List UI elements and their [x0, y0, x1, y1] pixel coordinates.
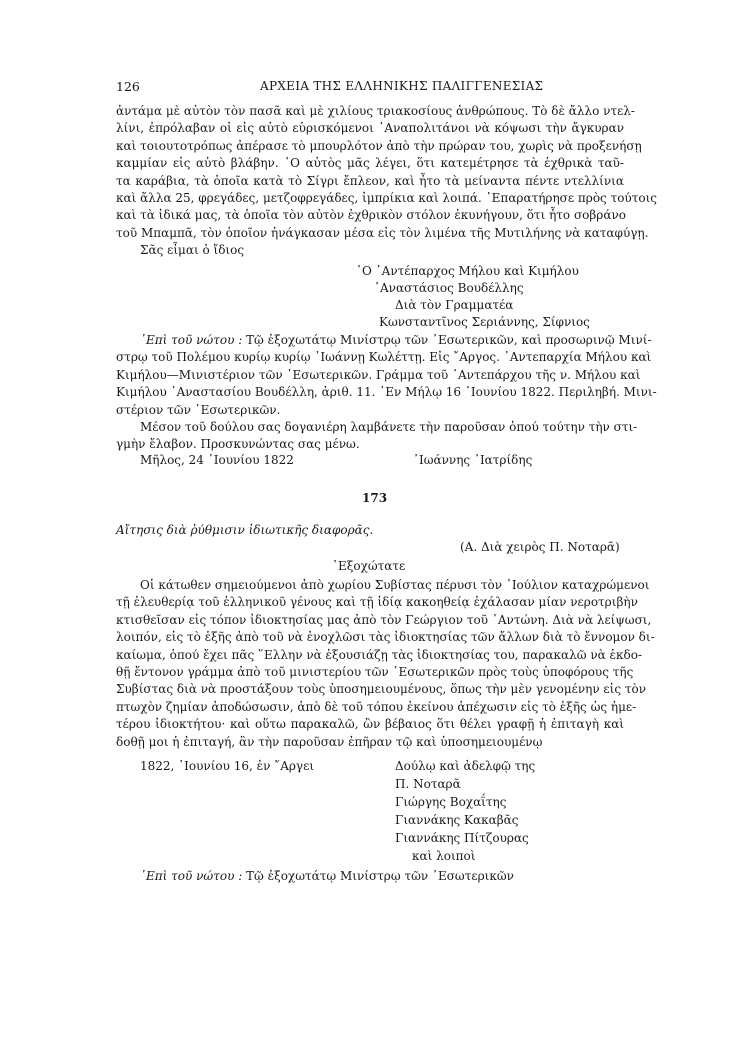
- body-line: Οἱ κάτωθεν σημειούμενοι ἀπὸ χωρίου Συβίστας πέρυσι τὸν ᾿Ιούλιον καταχρώμενοι: [140, 578, 650, 592]
- letter-173-signature-line: Γιώργης Βοχαΐτης: [395, 795, 507, 809]
- verso-label: ᾿Επὶ τοῦ νώτου :: [140, 333, 243, 347]
- letter-172-signature-title: ῾Ο ᾿Αντέπαρχος Μήλου καὶ Κιμήλου: [356, 264, 579, 278]
- body-line: δοθῇ μοι ἡ ἐπιταγή, ἂν τὴν παροῦσαν ἐπῆραν τῷ καὶ ὑποσημειουμένῳ: [116, 734, 543, 749]
- body-line: Συβίστας διὰ νὰ προστάξουν τοὺς ὑποσημειουμένους, ὅπως τὴν μὲν γενομένην εἰς τὸν: [116, 682, 647, 697]
- body-line: καὶ τοιουτοτρόπως ἀπέρασε τὸ μπουρλότον ἀπὸ τὴν πρώραν του, χωρὶς νὰ προξενήσῃ: [116, 138, 642, 153]
- running-title: ΑΡΧΕΙΑ ΤΗΣ ΕΛΛΗΝΙΚΗΣ ΠΑΛΙΓΓΕΝΕΣΙΑΣ: [260, 79, 544, 93]
- body-line: κτισθεῖσαν εἰς τόπον ἰδιοκτησίας μας ἀπὸ τὸν Γεώργιον τοῦ ᾿Αντώνη. Διὰ νὰ λείψωσι,: [116, 612, 652, 627]
- body-line: λίνι, ἐπρόλαβαν οἱ εἰς αὐτὸ εὑρισκόμενοι ᾿Αναπολιτάνοι νὰ κόψωσι τὴν ἄγκυραν: [116, 121, 624, 136]
- verso-text: Τῷ ἐξοχωτάτῳ Μινίστρῳ τῶν ᾿Εσωτερικῶν: [242, 869, 514, 883]
- letter-172-place-date: Μῆλος, 24 ᾿Ιουνίου 1822: [140, 453, 294, 467]
- letter-173-place-date: 1822, ᾿Ιουνίου 16, ἐν ῎Αργει: [140, 759, 315, 773]
- note-line: γμὴν ἔλαβον. Προσκυνώντας σας μένω.: [116, 437, 360, 452]
- letter-172-signer-name: ᾿Αναστάσιος Βουδέλλης: [374, 281, 524, 295]
- verso-line: Κιμήλου ᾿Αναστασίου Βουδέλλη, ἀριθ. 11. ᾿Εν Μήλῳ 16 ᾿Ιουνίου 1822. Περιληβή. Μινι-: [116, 385, 657, 400]
- document-subject: Αἴτησις διὰ ῥύθμισιν ἰδιωτικῆς διαφορᾶς.: [116, 523, 374, 537]
- body-line: πτωχὸν ζημίαν ἀποδώσωσιν, ἀπὸ δὲ τοῦ τόπου ἐκείνου ἀπέχωσιν εἰς τὸ ἑξῆς ὡς ἡμε-: [116, 699, 637, 714]
- body-line: θῇ ἔντονον γράμμα ἀπὸ τοῦ μινιστερίου τῶν ᾿Εσωτερικῶν πρὸς τοὺς ὑποφόρους τῆς: [116, 665, 634, 680]
- letter-173-verso: [140, 868, 514, 885]
- verso-line: [116, 332, 652, 349]
- letter-173-signature-line: Π. Νοταρᾶ: [395, 777, 461, 791]
- verso-label: ᾿Επὶ τοῦ νώτου :: [140, 869, 243, 883]
- body-line: τῇ ἐλευθερίᾳ τοῦ ἑλληνικοῦ γένους καὶ τῇ ἰδίᾳ κακοηθείᾳ ἐχάλασαν μίαν νεροτριβὴν: [116, 595, 638, 610]
- note-line: Μέσον τοῦ δούλου σας δογανιέρη λαμβάνετε τὴν παροῦσαν ὁπού τούτην τὴν στι-: [140, 420, 638, 435]
- body-line: καὶ ἄλλα 25, φρεγάδες, μετζοφρεγάδες, ἰμπρίκια καὶ λοιπά. ᾿Επαρατήρησε πρὸς τούτοις: [116, 191, 658, 206]
- letter-172-secretary-label: Διὰ τὸν Γραμματέα: [395, 298, 514, 312]
- letter-173-body: [116, 577, 655, 751]
- verso-line: στρῳ τοῦ Πολέμου κυρίῳ κυρίῳ ᾿Ιωάννῃ Κωλέττῃ. Εἰς ῎Αργος. ᾿Αντεπαρχία Μήλου καὶ: [116, 350, 652, 365]
- letter-172-note-signer: ᾿Ιωάννης ᾿Ιατρίδης: [413, 453, 533, 467]
- verso-line: Κιμήλου—Μινιστέριον τῶν ᾿Εσωτερικῶν. Γράμμα τοῦ ᾿Αντεπάρχου τῆς ν. Μήλου καὶ: [116, 367, 641, 382]
- body-line: λοιπόν, εἰς τὸ ἑξῆς ἀπὸ τοῦ νὰ ἐνοχλῶσι τὰς ἰδιοκτησίας τῶν ἄλλων διὰ τὸ ἔννομον δι-: [116, 630, 655, 645]
- letter-172-verso: [116, 332, 657, 454]
- letter-173-signature-line: Δούλῳ καὶ ἀδελφῷ της: [395, 759, 536, 773]
- closing-formula: Σᾶς εἶμαι ὁ ἴδιος: [140, 243, 245, 258]
- body-line: τοῦ Μπαμπᾶ, τὸν ὁποῖον ἠνάγκασαν μέσα εἰς τὸν λιμένα τῆς Μυτιλήνης νὰ καταφύγῃ.: [116, 225, 649, 240]
- letter-173-signature-line: Γιαννάκης Κακαβᾶς: [395, 813, 519, 827]
- salutation: ᾿Εξοχώτατε: [332, 559, 406, 573]
- body-line: καίωμα, ὁπού ἔχει πᾶς ῞Ελλην νὰ ἐξουσιάζῃ τὰς ἰδιοκτησίας του, παρακαλῶ νὰ ἐκδο-: [116, 647, 643, 662]
- letter-173-signature-line: Γιαννάκης Πίτζουρας: [395, 831, 529, 845]
- letter-172-body: [116, 103, 658, 260]
- body-line: τέρου ἰδιοκτήτου· καὶ οὕτω παρακαλῶ, ὢν βέβαιος ὅτι θέλει γραφῇ ἡ ἐπιταγὴ καὶ: [116, 717, 624, 732]
- body-line: τα καράβια, τὰ ὁποῖα κατὰ τὸ Σίγρι ἔπλεον, καὶ ἦτο τὰ μείναντα πέντε ντελλίνια: [116, 173, 624, 188]
- letter-172-secretary-name: Κωνσταντῖνος Σεριάννης, Σίφνιος: [379, 315, 590, 329]
- body-line: καὶ τὰ ἰδικά μας, τὰ ὁποῖα τὸν αὐτὸν ἐχθρικὸν στόλον ἐκυνήγουν, ὅτι ἦτο σοβράνο: [116, 208, 626, 223]
- body-line: καμμίαν εἰς αὐτὸ βλάβην. ῾Ο αὐτὸς μᾶς λέγει, ὅτι κατεμέτρησε τὰ ἐχθρικὰ ταῦ-: [116, 156, 624, 171]
- verso-text: Τῷ ἐξοχωτάτῳ Μινίστρῳ τῶν ᾿Εσωτερικῶν, καὶ προσωρινῷ Μινί-: [242, 333, 652, 347]
- body-line: ἀντάμα μὲ αὐτὸν τὸν πασᾶ καὶ μὲ χιλίους τριακοσίους ἀνθρώπους. Τὸ δὲ ἄλλο ντελ-: [116, 104, 635, 118]
- page-number: 126: [116, 79, 140, 94]
- document-number: 173: [362, 491, 388, 505]
- verso-line: στέριον τῶν ᾿Εσωτερικῶν.: [116, 402, 281, 417]
- letter-173-signature-line: καὶ λοιποὶ: [412, 849, 476, 863]
- document-source: (Α. Διὰ χειρὸς Π. Νοταρᾶ): [460, 540, 620, 554]
